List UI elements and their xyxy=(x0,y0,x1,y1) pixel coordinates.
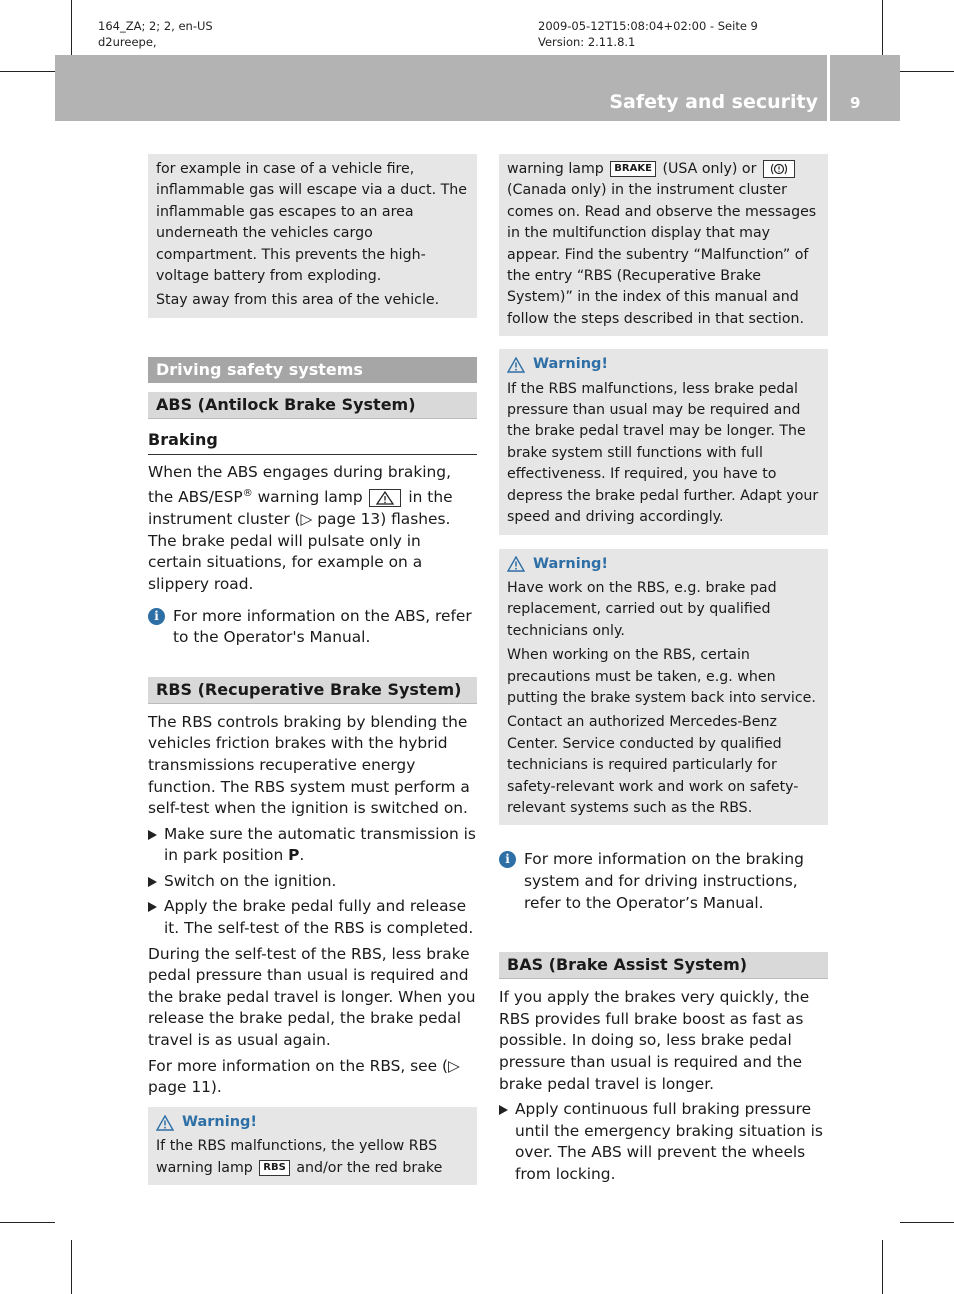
text-span: in the instrument cluster (▷ page 13) flashes. The brake pedal will pulsate only in certain situations, for example on a slippery road. xyxy=(148,488,453,593)
crop-mark xyxy=(0,71,55,72)
warning-label: Warning! xyxy=(533,356,609,373)
step-text: Apply continuous full braking pressure until the emergency braking situation is over. The ABS will prevent the wheels from locking. xyxy=(515,1100,823,1183)
canada-brake-lamp-icon xyxy=(763,160,795,178)
text-span: (USA only) or xyxy=(657,161,761,177)
box-paragraph: If the RBS malfunctions, less brake pedal pressure than usual may be required and the brake pedal travel may be longer. The brake system still functions with full effectiveness. If required, you have to depress the brake pedal further. Adapt your speed and driving accordingly. xyxy=(507,380,819,526)
box-paragraph: When working on the RBS, certain precautions must be taken, e.g. when putting the brake system back into service. xyxy=(507,647,816,706)
body-text xyxy=(148,712,477,820)
step-arrow-icon xyxy=(499,1105,508,1115)
section-heading: Driving safety systems xyxy=(148,357,477,383)
box-paragraph: Stay away from this area of the vehicle. xyxy=(156,292,440,309)
registered-mark: ® xyxy=(242,488,253,500)
paragraph: The RBS controls braking by blending the vehicles friction brakes with the hybrid transmissions recuperative energy function. The RBS system must perform a self-test when the ignition is switched on. xyxy=(148,712,470,818)
meta-line: Version: 2.11.8.1 xyxy=(538,35,636,49)
warning-box xyxy=(148,1107,477,1185)
info-text: For more information on the braking system and for driving instructions, refer to the Operator’s Manual. xyxy=(524,850,804,912)
crop-mark xyxy=(900,71,954,72)
meta-line: d2ureepe, xyxy=(98,35,157,49)
left-column xyxy=(148,154,477,1185)
info-text: For more information on the ABS, refer to the Operator's Manual. xyxy=(173,606,472,647)
crop-mark xyxy=(0,1222,55,1223)
warning-box xyxy=(499,549,828,826)
warning-continuation-box xyxy=(499,154,828,336)
paragraph: For more information on the RBS, see (▷ page 11). xyxy=(148,1056,460,1097)
body-text xyxy=(499,987,828,1095)
warning-heading xyxy=(507,554,820,575)
crop-mark xyxy=(882,0,883,55)
meta-line: 2009-05-12T15:08:04+02:00 - Seite 9 xyxy=(538,19,758,33)
text-span: warning lamp xyxy=(507,161,609,177)
paragraph xyxy=(148,462,477,596)
crop-mark xyxy=(900,1222,954,1223)
crop-mark xyxy=(882,1240,883,1294)
info-note xyxy=(148,606,477,649)
subsection-heading: BAS (Brake Assist System) xyxy=(499,952,828,979)
page-title: Safety and security xyxy=(609,91,818,113)
text-span: (Canada only) in the instrument cluster comes on. Read and observe the messages in the multifunction display that may appear. Find the subentry “Malfunction” of the entry “RBS (Recuperative Brake System)” in the index of this manual and follow the steps described in that section. xyxy=(507,182,817,327)
info-icon: i xyxy=(148,608,165,625)
text-span: When the ABS engages during braking, the ABS/ESP xyxy=(148,462,451,507)
step-text: Switch on the ignition. xyxy=(164,871,337,890)
page-number: 9 xyxy=(850,94,861,112)
text-span: P xyxy=(288,846,300,865)
crop-mark xyxy=(71,1240,72,1294)
body-text xyxy=(148,462,477,596)
text-span: . xyxy=(299,846,305,865)
text-span: warning lamp xyxy=(252,488,368,507)
step-item xyxy=(148,896,477,939)
crop-mark xyxy=(71,0,72,55)
page-header xyxy=(55,55,900,121)
info-icon: i xyxy=(499,851,516,868)
warning-label: Warning! xyxy=(182,1113,258,1130)
warning-lamp-icon xyxy=(369,489,401,507)
info-note xyxy=(499,849,828,914)
rbs-lamp-icon: RBS xyxy=(259,1160,290,1176)
paragraph: If you apply the brakes very quickly, the RBS provides full brake boost as fast as possible. In doing so, less brake pedal pressure than usual is required and the brake pedal travel is longer. xyxy=(499,988,810,1093)
step-item xyxy=(499,1099,828,1185)
text-span: and/or the red brake xyxy=(291,1159,443,1176)
warning-box xyxy=(499,349,828,534)
warning-label: Warning! xyxy=(533,555,609,572)
step-arrow-icon xyxy=(148,877,157,887)
topic-heading: Braking xyxy=(148,429,477,455)
step-text: Apply the brake pedal fully and release it. The self-test of the RBS is completed. xyxy=(164,897,474,938)
step-text xyxy=(164,824,477,867)
box-paragraph: Have work on the RBS, e.g. brake pad replacement, carried out by qualified technicians only. xyxy=(507,579,777,639)
warning-continuation-box xyxy=(148,154,477,318)
warning-triangle-icon xyxy=(156,1115,174,1131)
right-column xyxy=(499,154,828,1190)
meta-line: 164_ZA; 2; 2, en-US xyxy=(98,19,213,33)
text-span: Make sure the automatic transmission is in park position xyxy=(164,824,476,865)
warning-heading xyxy=(156,1112,469,1133)
print-meta-left xyxy=(98,18,213,50)
box-paragraph: for example in case of a vehicle fire, inflammable gas will escape via a duct. The inflammable gas escapes to an area underneath the vehicles cargo compartment. This prevents the high-voltage battery from exploding. xyxy=(156,161,467,285)
warning-triangle-icon xyxy=(507,556,525,572)
brake-lamp-icon: BRAKE xyxy=(610,161,656,177)
paragraph: During the self-test of the RBS, less brake pedal pressure than usual is required and the brake pedal travel is longer. When you release the brake pedal, the brake pedal travel is as usual again. xyxy=(148,944,476,1050)
print-meta-right xyxy=(538,18,758,50)
step-arrow-icon xyxy=(148,830,157,840)
subsection-heading: ABS (Antilock Brake System) xyxy=(148,392,477,419)
box-paragraph xyxy=(507,159,820,330)
step-item xyxy=(148,824,477,867)
step-item xyxy=(148,871,477,893)
header-divider xyxy=(827,55,830,121)
text-span: If the RBS malfunctions, the yellow RBS warning lamp xyxy=(156,1138,438,1176)
warning-heading xyxy=(507,354,820,375)
body-text xyxy=(148,944,477,1099)
warning-triangle-icon xyxy=(507,357,525,373)
box-paragraph: Contact an authorized Mercedes-Benz Center. Service conducted by qualified technicians is required particularly for safety-relevant work and work on safety-relevant systems such as the RBS. xyxy=(507,714,799,816)
box-paragraph xyxy=(156,1136,469,1179)
subsection-heading: RBS (Recuperative Brake System) xyxy=(148,677,477,704)
step-arrow-icon xyxy=(148,902,157,912)
